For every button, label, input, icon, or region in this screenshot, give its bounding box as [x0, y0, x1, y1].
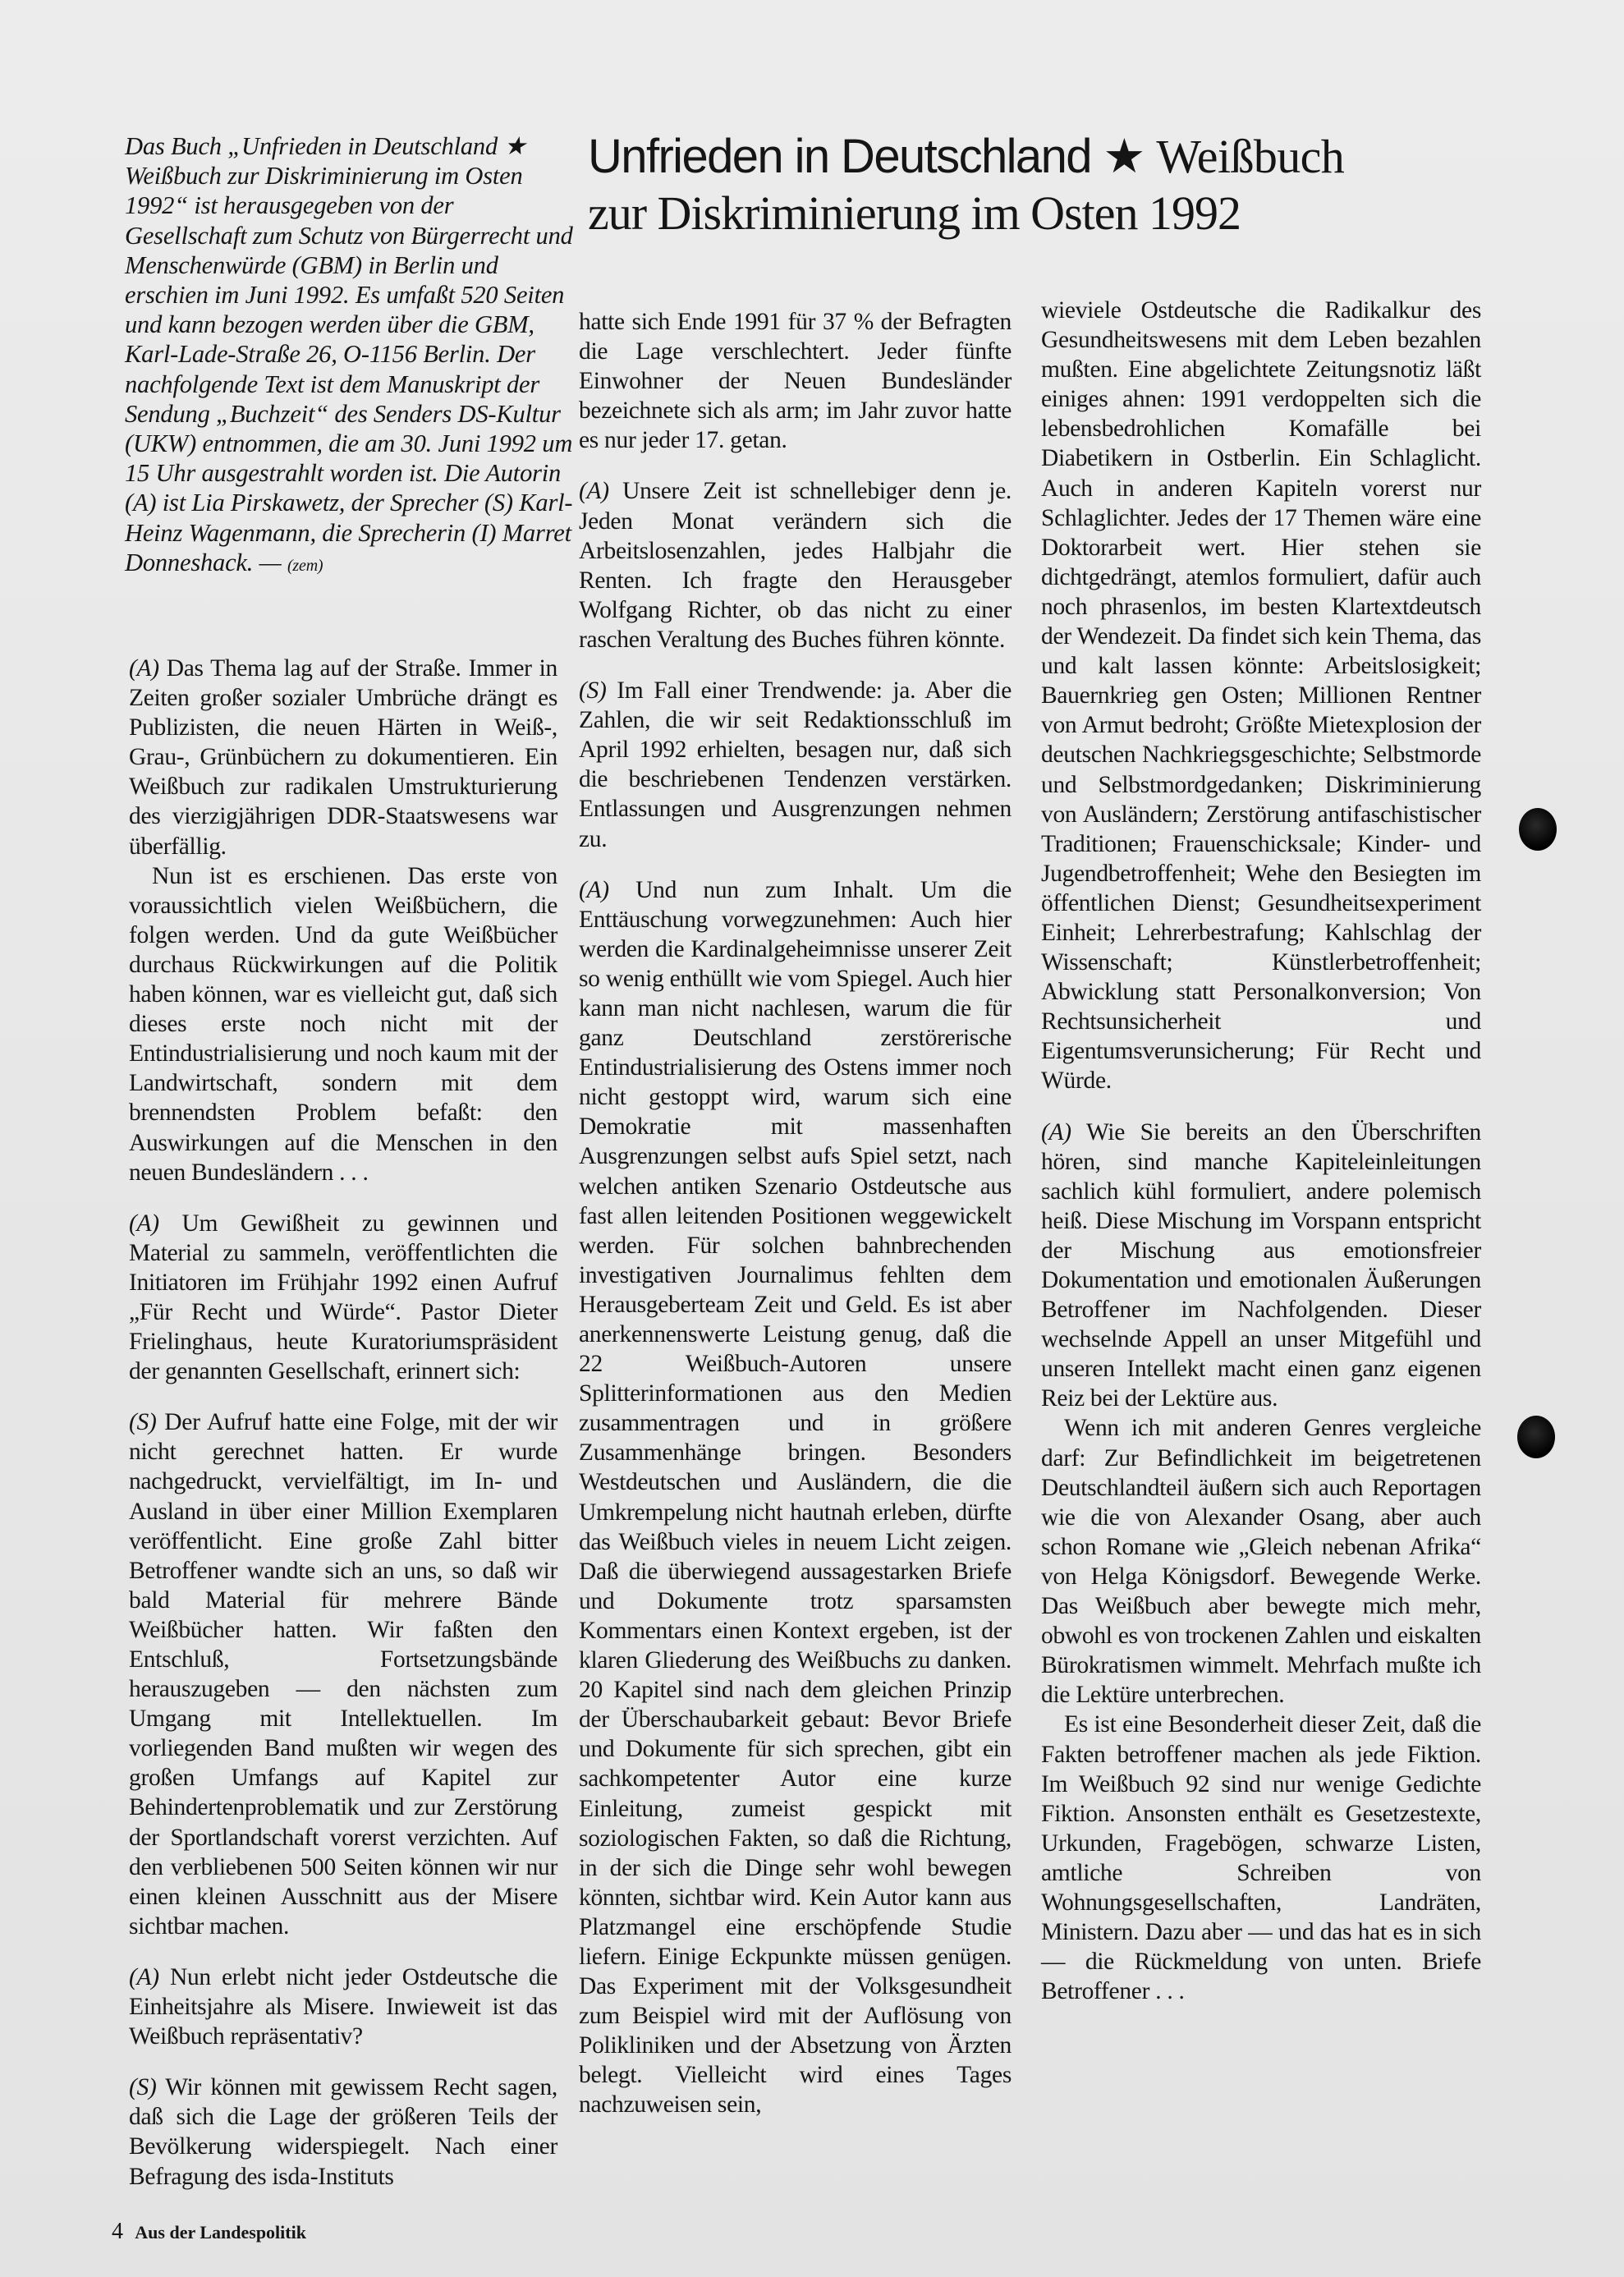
- paragraph: [129, 1407, 557, 1941]
- punch-hole-upper: [1519, 808, 1557, 851]
- intro-note: [125, 131, 575, 581]
- paragraph-text: Es ist eine Besonderheit dieser Zeit, daß die Fakten betroffener machen als jede Fiktion. Im Weißbuch 92 sind nur wenige Gedichte Fiktion. Ansonsten enthält es Gesetzestexte, Urkunden, Fragebögen, schwarze Listen, amtliche Schreiben von Wohnungsgesellschaften, Landräten, Ministern. Dazu aber — und das hat es in sich — die Rückmeldung von unten. Briefe Betroffener . . .: [1041, 1711, 1481, 2005]
- speaker-tag: (A): [129, 1210, 159, 1237]
- paragraph-text: Und nun zum Inhalt. Um die Enttäuschung vorwegzunehmen: Auch hier werden die Kardinalgeheimnisse unserer Zeit so wenig enthüllt wie vom Spiegel. Auch hier kann man nicht nachlesen, warum die für ganz Deutschland zerstörerische Entindustrialisierung des Ostens immer noch nicht gestoppt wird, warum sich eine Demokratie mit massenhaften Ausgrenzungen selbst aufs Spiel setzt, nach welchen antiken Szenario Ostdeutsche aus fast allen leitenden Positionen weggewickelt werden. Für solchen bahnbrechenden investigativen Journalimus fehlten dem Herausgeberteam Zeit und Geld. Es ist aber anerkennenswerte Leistung genug, daß die 22 Weißbuch-Autoren unsere Splitterinformationen aus den Medien zusammentragen und in größere Zusammenhänge bringen. Besonders Westdeutschen und Ausländern, die die Umkrempelung nicht hautnah erleben, dürfte das Weißbuch vieles in neuem Licht zeigen. Daß die überwiegend aussagestarken Briefe und Dokumente trotz sparsamsten Kommentars einen Kontext ergeben, ist der klaren Gliederung des Weißbuchs zu danken. 20 Kapitel sind nach dem gleichen Prinzip der Überschaubarkeit gebaut: Bevor Briefe und Dokumente für sich sprechen, gibt ein sachkompetenter Autor eine kurze Einleitung, zumeist gespickt mit soziologischen Fakten, so daß die Richtung, in der sich die Dinge sehr wohl bewegen könnten, sichtbar wird. Kein Autor kann aus Platzmangel eine erschöpfende Studie liefern. Einige Eckpunkte müssen genügen. Das Experiment mit der Volksgesundheit zum Beispiel wird mit der Auflösung von Polikliniken und der Absetzung von Ärzten belegt. Vielleicht wird eines Tages nachzuweisen sein,: [579, 876, 1012, 2119]
- section-name: Aus der Landespolitik: [135, 2222, 306, 2243]
- intro-signature: (zem): [287, 556, 323, 575]
- paragraph: [129, 2073, 557, 2191]
- paragraph-text: Das Thema lag auf der Straße. Immer in Zeiten großer sozialer Umbrüche drängt es Publizisten, die neuen Härten in Weiß-, Grau-, Grünbüchern zu dokumentieren. Ein Weißbuch zur radikalen Umstrukturierung des vierzigjährigen DDR-Staatswesens war überfällig.: [129, 655, 557, 860]
- paragraph-text: Nun ist es erschienen. Das erste von voraussichtlich vielen Weißbüchern, die folgen werden. Und da gute Weißbücher durchaus Rückwirkungen auf die Politik haben können, war es vielleicht gut, daß sich dieses erste noch nicht mit der Entindustrialisierung und noch kaum mit der Landwirtschaft, sondern mit dem brennendsten Problem befaßt: den Auswirkungen auf die Menschen in den neuen Bundesländern . . .: [129, 862, 557, 1186]
- paragraph-text: Um Gewißheit zu gewinnen und Material zu sammeln, veröffentlichten die Initiatoren im Frühjahr 1992 einen Aufruf „Für Recht und Würde“. Pastor Dieter Frielinghaus, heute Kuratoriumspräsident der genannten Gesellschaft, erinnert sich:: [129, 1210, 557, 1385]
- paragraph: [579, 307, 1012, 455]
- speaker-tag: (A): [579, 876, 609, 903]
- paragraph-text: Unsere Zeit ist schnellebiger denn je. Jeden Monat verändern sich die Arbeitslosenzahlen, jedes Halbjahr die Renten. Ich fragte den Herausgeber Wolfgang Richter, ob das nicht zu einer raschen Veraltung des Buches führen könnte.: [579, 478, 1012, 653]
- paragraph: [1041, 1413, 1481, 1710]
- paragraph: [129, 1209, 557, 1387]
- title-line-1-a: Unfrieden in Deutschland ★: [588, 130, 1145, 183]
- paragraph-text: wieviele Ostdeutsche die Radikalkur des Gesundheitswesens mit dem Leben bezahlen mußten. Eine abgelichtete Zeitungsnotiz läßt einiges ahnen: 1991 verdoppelten sich die lebensbedrohlichen Komafälle bei Diabetikern in Ostberlin. Ein Schlaglicht. Auch in anderen Kapiteln vorerst nur Schlaglichter. Jedes der 17 Themen wäre eine Doktorarbeit wert. Hier stehen sie dichtgedrängt, atemlos formuliert, dafür auch noch phrasenlos, im besten Klartextdeutsch der Wendezeit. Da findet sich kein Thema, das und kalt lassen könnte: Arbeitslosigkeit; Bauernkrieg gen Osten; Millionen Rentner von Armut bedroht; Größte Mietexplosion der deutschen Nachkriegsgeschichte; Selbstmorde und Selbstmordgedanken; Diskriminierung von Ausländern; Zerstörung antifaschistischer Traditionen; Frauenschicksale; Kinder- und Jugendbetroffenheit; Wehe den Besiegten im öffentlichen Dienst; Gesundheitsexperiment Einheit; Lehrerbestrafung; Kahlschlag der Wissenschaft; Künstlerbetroffenheit; Abwicklung statt Personalkonversion; Von Rechtsunsicherheit und Eigentumsverunsicherung; Für Recht und Würde.: [1041, 297, 1481, 1095]
- speaker-tag: (A): [129, 655, 159, 682]
- paragraph-text: Im Fall einer Trendwende: ja. Aber die Zahlen, die wir seit Redaktionsschluß im April 1992 erhielten, besagen nur, daß sich die beschriebenen Tendenzen verstärken. Entlassungen und Ausgrenzungen nehmen zu.: [579, 677, 1012, 852]
- article-title: [588, 128, 1507, 241]
- paragraph: [579, 476, 1012, 654]
- paragraph: [129, 1963, 557, 2051]
- text-column-2: [579, 307, 1012, 2120]
- paragraph-text: Wenn ich mit anderen Genres vergleiche darf: Zur Befindlichkeit im beigetretenen Deutschlandteil äußern sich auch Reportagen wie die von Alexander Osang, aber auch schon Romane wie „Gleich nebenan Afrika“ von Helga Königsdorf. Bewegende Werke. Das Weißbuch aber bewegte mich mehr, obwohl es von trockenen Zahlen und eiskalten Bürokratismen wimmelt. Mehrfach mußte ich die Lektüre unterbrechen.: [1041, 1415, 1481, 1709]
- speaker-tag: (A): [129, 1963, 159, 1990]
- punch-hole-lower: [1517, 1416, 1555, 1458]
- text-column-1: [129, 654, 557, 2192]
- paragraph: [129, 861, 557, 1187]
- paragraph: [129, 654, 557, 861]
- paragraph-text: Nun erlebt nicht jeder Ostdeutsche die Einheitsjahre als Misere. Inwieweit ist das Weißbuch repräsentativ?: [129, 1963, 557, 2050]
- speaker-tag: (S): [579, 677, 607, 705]
- paragraph-text: Der Aufruf hatte eine Folge, mit der wir nicht gerechnet hatten. Er wurde nachgedruckt, vervielfältigt, im In- und Ausland in über einer Million Exemplaren veröffentlicht. Eine große Zahl bitter Betroffener wandte sich an uns, so daß wir bald Material für mehrere Bände Weißbücher hatten. Wir faßten den Entschluß, Fortsetzungsbände herauszugeben — den nächsten zum Umgang mit Intellektuellen. Im vorliegenden Band mußten wir wegen des großen Umfangs auf Kapitel zur Behindertenproblematik und zur Zerstörung der Sportlandschaft vorerst verzichten. Auf den verbliebenen 500 Seiten können wir nur einen kleinen Ausschnitt aus der Misere sichtbar machen.: [129, 1409, 557, 1940]
- speaker-tag: (A): [579, 478, 609, 505]
- paragraph: [579, 875, 1012, 2120]
- title-line-1-b: Weißbuch: [1156, 130, 1345, 183]
- paragraph: [1041, 1710, 1481, 2006]
- paragraph-text: Wie Sie bereits an den Überschriften hören, sind manche Kapiteleinleitungen sachlich kühl formuliert, andere polemisch heiß. Diese Mischung im Vorspann entspricht der Mischung aus emotionsfreier Dokumentation und emotionalen Äußerungen Betroffener im Nachfolgenden. Dieser wechselnde Appell an unser Mitgefühl und unseren Intellekt macht einen ganz eigenen Reiz bei der Lektüre aus.: [1041, 1118, 1481, 1412]
- paragraph: [1041, 296, 1481, 1096]
- paragraph: [579, 676, 1012, 854]
- title-line-1: [588, 128, 1507, 186]
- page-number: 4: [112, 2219, 123, 2244]
- text-column-3: [1041, 296, 1481, 2006]
- title-line-2: zur Diskriminierung im Osten 1992: [588, 186, 1241, 240]
- intro-text: Das Buch „Unfrieden in Deutschland ★ Weißbuch zur Diskriminierung im Osten 1992“ ist herausgegeben von der Gesellschaft zum Schutz von Bürgerrecht und Menschenwürde (GBM) in Berlin und erschien im Juni 1992. Es umfaßt 520 Seiten und kann bezogen werden über die GBM, Karl-Lade-Straße 26, O-1156 Berlin. Der nachfolgende Text ist dem Manuskript der Sendung „Buchzeit“ des Senders DS-Kultur (UKW) entnommen, die am 30. Juni 1992 um 15 Uhr ausgestrahlt worden ist. Die Autorin (A) ist Lia Pirskawetz, der Sprecher (S) Karl-Heinz Wagenmann, die Sprecherin (I) Marret Donneshack. —: [125, 132, 573, 576]
- paragraph: [1041, 1118, 1481, 1414]
- speaker-tag: (A): [1041, 1118, 1071, 1145]
- speaker-tag: (S): [129, 1409, 157, 1436]
- paragraph-text: hatte sich Ende 1991 für 37 % der Befragten die Lage verschlechtert. Jeder fünfte Einwohner der Neuen Bundesländer bezeichnete sich als arm; im Jahr zuvor hatte es nur jeder 17. getan.: [579, 309, 1012, 454]
- speaker-tag: (S): [129, 2074, 157, 2101]
- paragraph-text: Wir können mit gewissem Recht sagen, daß sich die Lage der größeren Teils der Bevölkerung widerspiegelt. Nach einer Befragung des isda-Instituts: [129, 2074, 557, 2190]
- page-footer: [112, 2219, 306, 2245]
